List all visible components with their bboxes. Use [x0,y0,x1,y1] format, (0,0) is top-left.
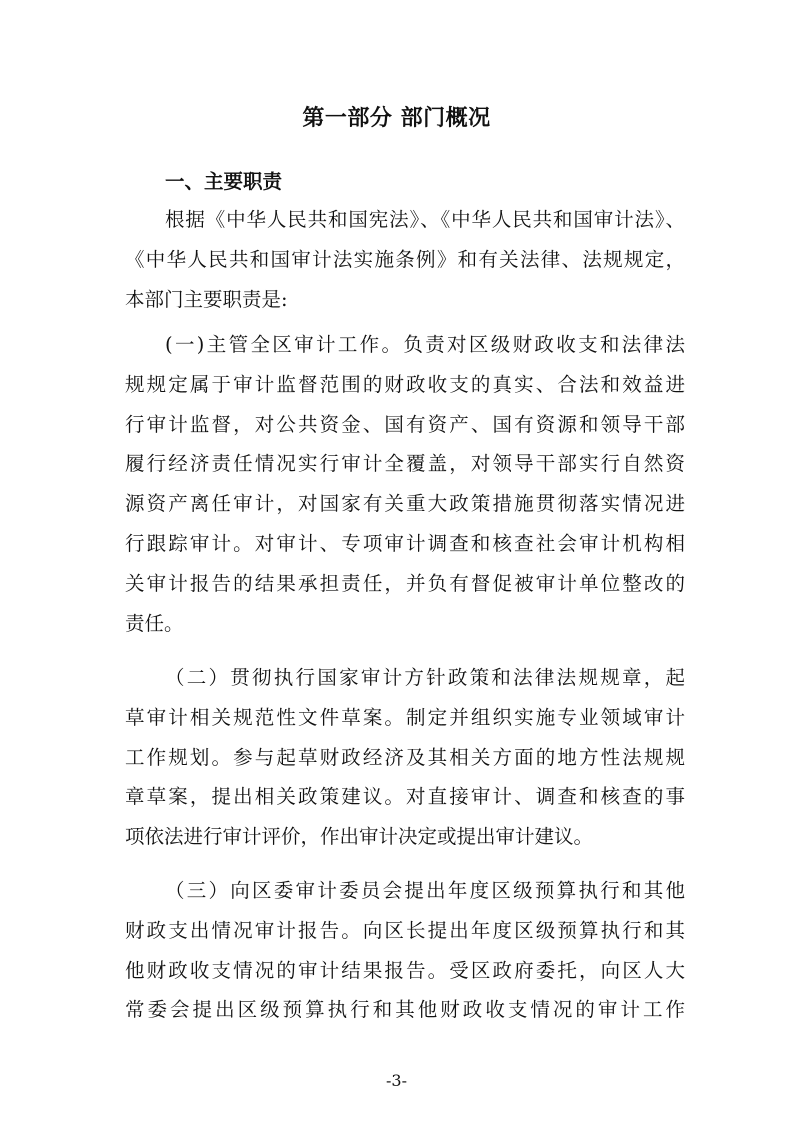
paragraph-line: 规规定属于审计监督范围的财政收支的真实、合法和效益进 [125,372,685,396]
paragraph-line: 源资产离任审计，对国家有关重大政策措施贯彻落实情况进 [125,492,685,516]
duty-item-1 [125,325,685,643]
paragraph-line: 常委会提出区级预算执行和其他财政收支情况的审计工作 [125,998,685,1022]
paragraph-line: 项依法进行审计评价，作出审计决定或提出审计建议。 [125,825,594,849]
paragraph-line: 行跟踪审计。对审计、专项审计调查和核查社会审计机构相 [125,531,685,555]
paragraph-line: 他财政收支情况的审计结果报告。受区政府委托，向区人大 [125,958,685,982]
paragraph-line: 行审计监督，对公共资金、国有资产、国有资源和领导干部 [125,412,685,436]
paragraph-line: （二）贯彻执行国家审计方针政策和法律法规规章，起 [165,666,685,689]
paragraph-line: （三）向区委审计委员会提出年度区级预算执行和其他 [165,879,685,902]
section-heading: 一、主要职责 [165,170,283,193]
paragraph-line: 《中华人民共和国审计法实施条例》和有关法律、法规规定， [125,247,685,271]
paragraph-line: 草审计相关规范性文件草案。制定并组织实施专业领域审计 [125,705,685,729]
paragraph-line: 本部门主要职责是: [125,287,288,311]
paragraph-line: 工作规划。参与起草财政经济及其相关方面的地方性法规规 [125,745,685,769]
duty-item-2 [125,658,685,857]
paragraph-line: 关审计报告的结果承担责任，并负有督促被审计单位整改的 [125,571,685,595]
duty-item-3 [125,871,685,1030]
paragraph-line: 履行经济责任情况实行审计全覆盖，对领导干部实行自然资 [125,452,685,476]
paragraph-line: 章草案，提出相关政策建议。对直接审计、调查和核查的事 [125,785,685,809]
page-title: 第一部分 部门概况 [302,106,491,131]
paragraph-line: 责任。 [125,611,184,635]
paragraph-line: 财政支出情况审计报告。向区长提出年度区级预算执行和其 [125,918,685,942]
page-number: -3- [386,1071,407,1090]
paragraph-line: (一)主管全区审计工作。负责对区级财政收支和法律法 [165,333,685,356]
intro-paragraph [125,200,685,319]
paragraph-line: 根据《中华人民共和国宪法》、《中华人民共和国审计法》、 [165,208,685,231]
